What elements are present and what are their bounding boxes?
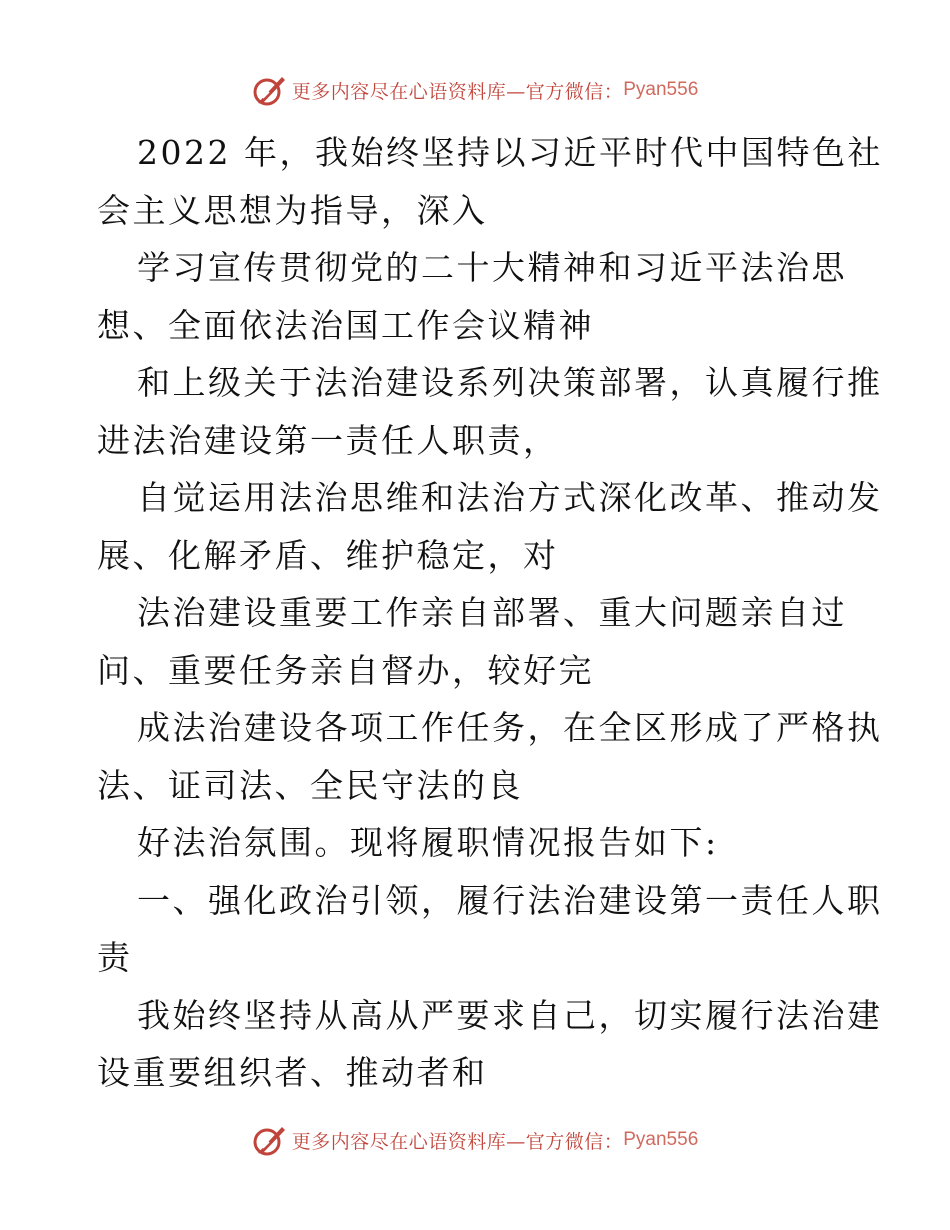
header-watermark-banner [0, 70, 950, 110]
body-line: 会主义思想为指导，深入 [97, 190, 488, 230]
body-line: 和上级关于法治建设系列决策部署，认真履行推 [137, 363, 883, 402]
body-line: 进法治建设第一责任人职责， [97, 420, 559, 460]
body-line: 法治建设重要工作亲自部署、重大问题亲自过 [137, 593, 847, 632]
quill-logo-icon [252, 1123, 286, 1157]
section-heading-cont: 责 [97, 938, 133, 977]
body-line: 法、证司法、全民守法的良 [97, 765, 523, 805]
footer-banner-text: 更多内容尽在心语资料库—官方微信： [291, 1130, 624, 1153]
body-line: 学习宣传贯彻党的二十大精神和习近平法治思 [137, 248, 847, 287]
section-heading: 一、强化政治引领，履行法治建设第一责任人职 [137, 880, 883, 920]
body-line: 设重要组织者、推动者和 [97, 1053, 488, 1092]
quill-logo-icon [252, 73, 286, 107]
body-line: 成法治建设各项工作任务，在全区形成了严格执 [137, 708, 883, 747]
body-line: 好法治氛围。现将履职情况报告如下: [137, 823, 719, 862]
footer-banner-id: Pyan556 [623, 1129, 699, 1150]
body-line: 问、重要任务亲自督办，较好完 [97, 650, 594, 690]
body-line: 我始终坚持从高从严要求自己，切实履行法治建 [137, 995, 883, 1035]
header-banner-id: Pyan556 [623, 79, 699, 100]
document-body [97, 124, 883, 1102]
footer-watermark-banner [0, 1120, 950, 1160]
body-line: 展、化解矛盾、维护稳定，对 [97, 535, 559, 575]
body-line: 自觉运用法治思维和法治方式深化改革、推动发 [137, 478, 883, 517]
body-line: 想、全面依法治国工作会议精神 [97, 305, 594, 345]
body-line: 2022 年，我始终坚持以习近平时代中国特色社 [137, 133, 883, 172]
header-banner-text: 更多内容尽在心语资料库—官方微信： [291, 80, 624, 103]
